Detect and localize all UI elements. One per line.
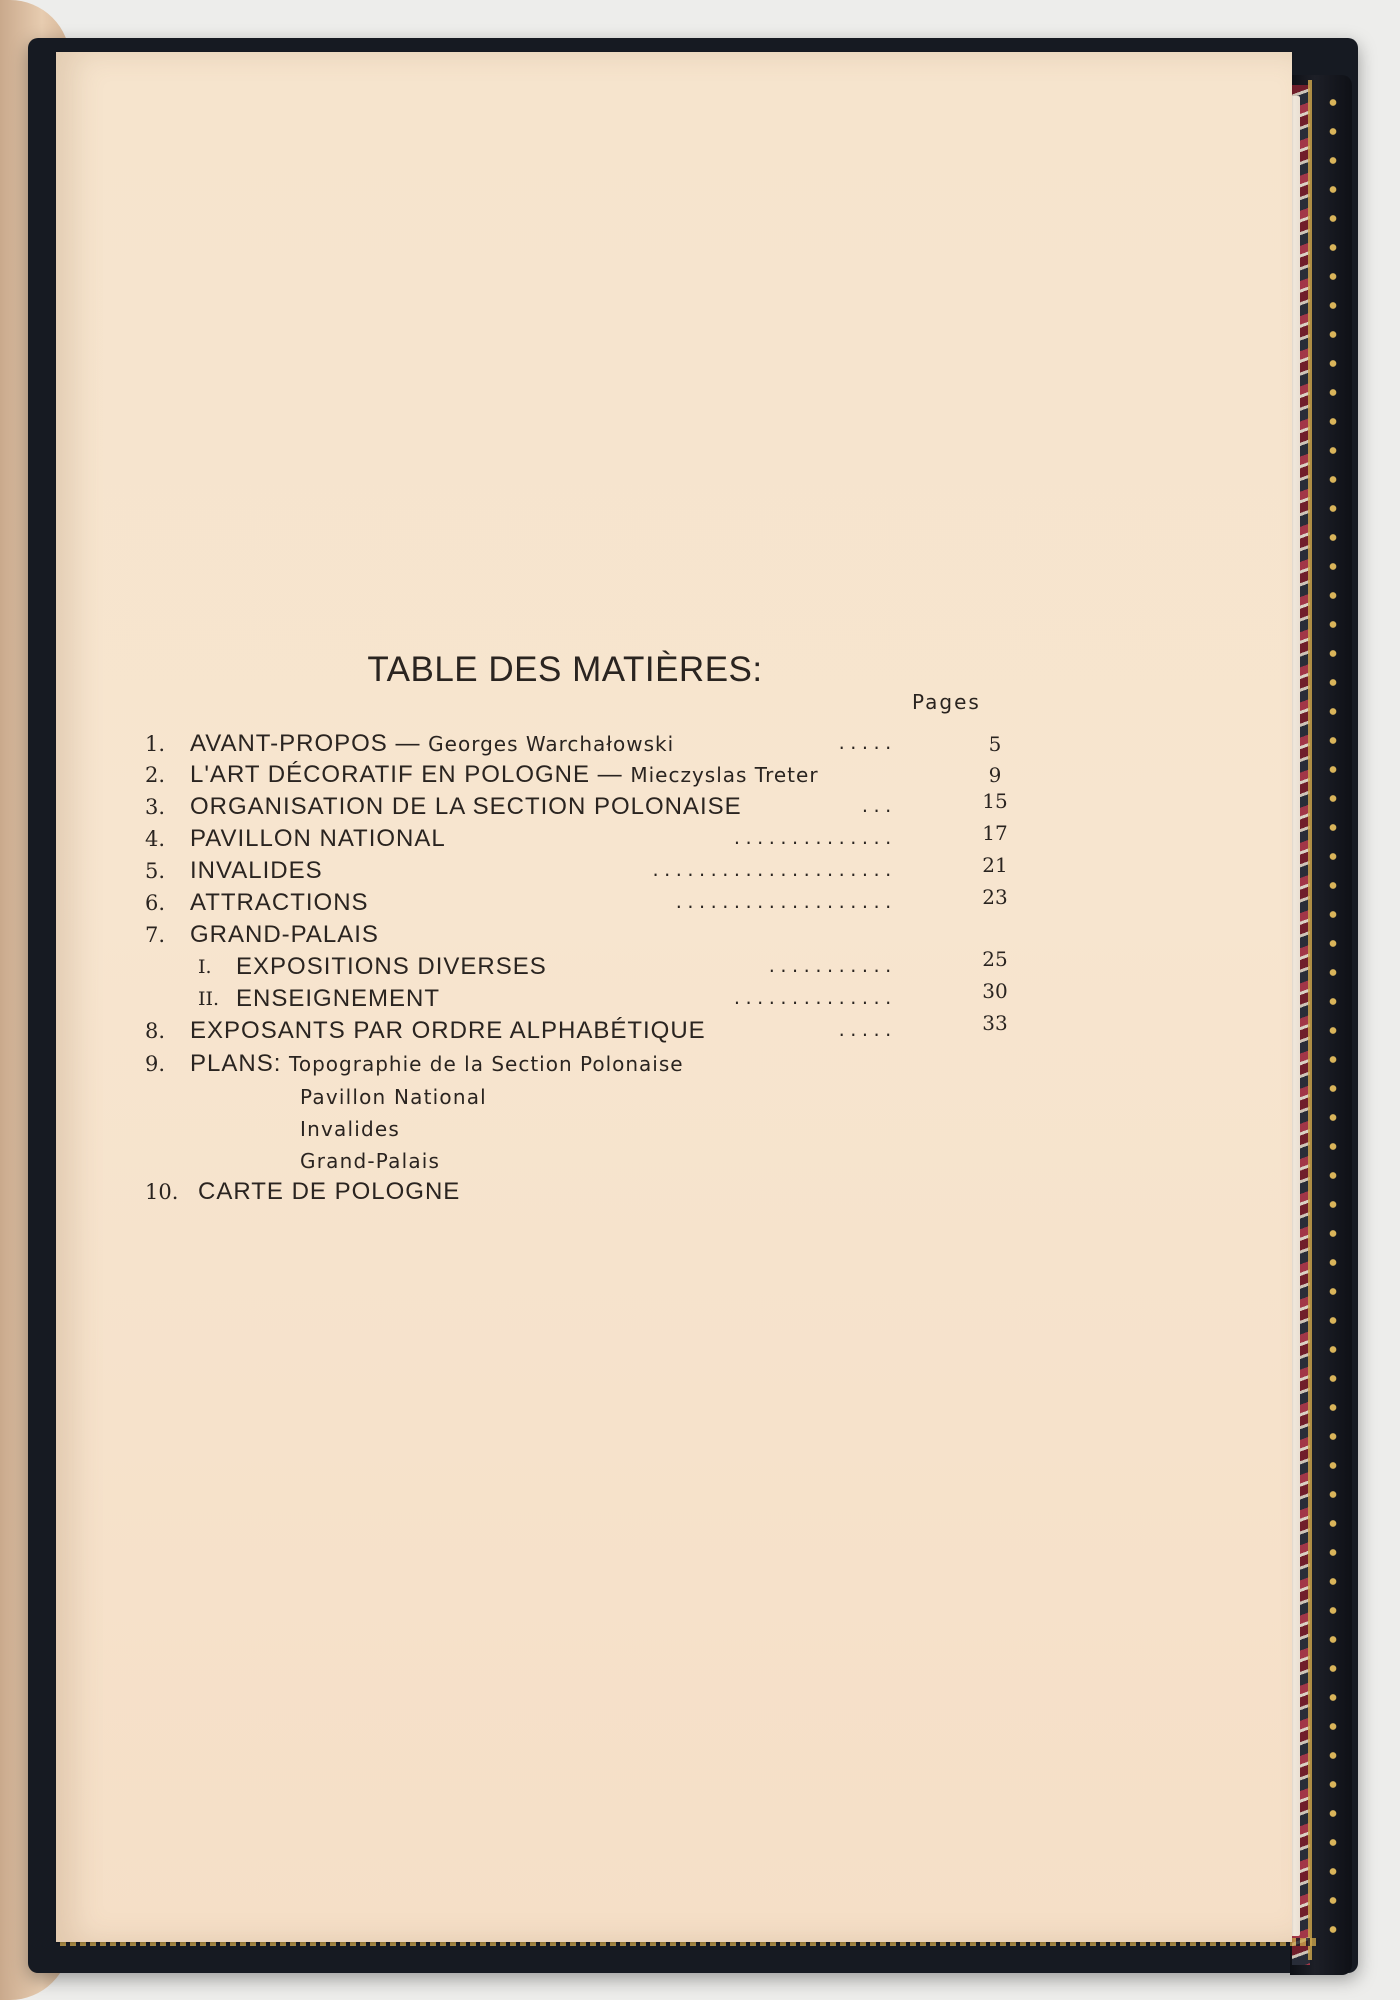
- dot-leader: ..............: [732, 989, 895, 1008]
- dot-leader: .....................: [650, 861, 895, 880]
- toc-entry[interactable]: [0, 887, 1400, 919]
- plan-label: Pavillon National: [300, 1085, 487, 1109]
- dot-leader: ...........: [767, 957, 895, 976]
- entry-label: PAVILLON NATIONAL: [190, 825, 446, 852]
- entry-number: 7.: [145, 923, 166, 947]
- entry-page: 9: [988, 763, 1002, 787]
- toc-entry[interactable]: [0, 1011, 1400, 1047]
- entry-page: 17: [982, 821, 1008, 845]
- toc-entry[interactable]: [0, 791, 1400, 823]
- entry-number: 9.: [145, 1052, 166, 1076]
- toc-entry[interactable]: [0, 1048, 1400, 1080]
- subentry-number: I.: [198, 956, 212, 978]
- entry-number: 10.: [145, 1180, 179, 1204]
- entry-label: ATTRACTIONS: [190, 889, 369, 916]
- entry-page: 33: [982, 1011, 1008, 1035]
- entry-label: ORGANISATION DE LA SECTION POLONAISE: [190, 793, 742, 820]
- entry-page: 15: [982, 789, 1008, 813]
- toc-entry[interactable]: [0, 855, 1400, 887]
- subentry-number: II.: [198, 988, 220, 1010]
- dot-leader: ...................: [673, 893, 895, 912]
- page-title: TABLE DES MATIÈRES:: [367, 650, 763, 689]
- dot-leader: ..............: [732, 829, 895, 848]
- toc-entry[interactable]: [0, 728, 1400, 760]
- entry-label: GRAND-PALAIS: [190, 921, 379, 948]
- entry-number: 6.: [145, 891, 166, 915]
- plan-label: Invalides: [300, 1117, 400, 1141]
- entry-label: INVALIDES: [190, 857, 323, 884]
- entry-number: 2.: [145, 763, 166, 787]
- entry-number: 3.: [145, 795, 166, 819]
- entry-label: CARTE DE POLOGNE: [198, 1178, 461, 1205]
- plan-item[interactable]: [0, 1145, 1400, 1177]
- subentry-label: ENSEIGNEMENT: [236, 985, 441, 1012]
- subentry-label: EXPOSITIONS DIVERSES: [236, 953, 547, 980]
- entry-number: 4.: [145, 827, 166, 851]
- entry-label: EXPOSANTS PAR ORDRE ALPHABÉTIQUE: [190, 1017, 706, 1044]
- entry-page: 21: [982, 853, 1008, 877]
- entry-number: 1.: [145, 732, 166, 756]
- toc-subentry[interactable]: [0, 947, 1400, 983]
- toc-entry[interactable]: [0, 919, 1400, 951]
- dot-leader: ...: [860, 797, 895, 816]
- toc-subentry[interactable]: [0, 979, 1400, 1015]
- toc-entry[interactable]: [0, 1176, 1400, 1208]
- entry-label: PLANS: Topographie de la Section Polonaise: [190, 1050, 684, 1077]
- toc-entry[interactable]: [0, 823, 1400, 855]
- entry-number: 5.: [145, 859, 166, 883]
- plan-item[interactable]: [0, 1081, 1400, 1113]
- entry-number: 8.: [145, 1019, 166, 1043]
- dot-leader: .....: [836, 734, 895, 753]
- entry-label: L'ART DÉCORATIF EN POLOGNE — Mieczyslas Treter: [190, 761, 819, 788]
- entry-page: 23: [982, 885, 1008, 909]
- dot-leader: .....: [836, 1021, 895, 1040]
- entry-page: 30: [982, 979, 1008, 1003]
- plan-label: Grand-Palais: [300, 1149, 441, 1173]
- entry-page: 25: [982, 947, 1008, 971]
- entry-page: 5: [988, 732, 1002, 756]
- entry-label: AVANT-PROPOS — Georges Warchałowski: [190, 730, 675, 757]
- plan-item[interactable]: [0, 1113, 1400, 1145]
- pages-column-label: Pages: [912, 690, 981, 714]
- toc-entry[interactable]: [0, 759, 1400, 791]
